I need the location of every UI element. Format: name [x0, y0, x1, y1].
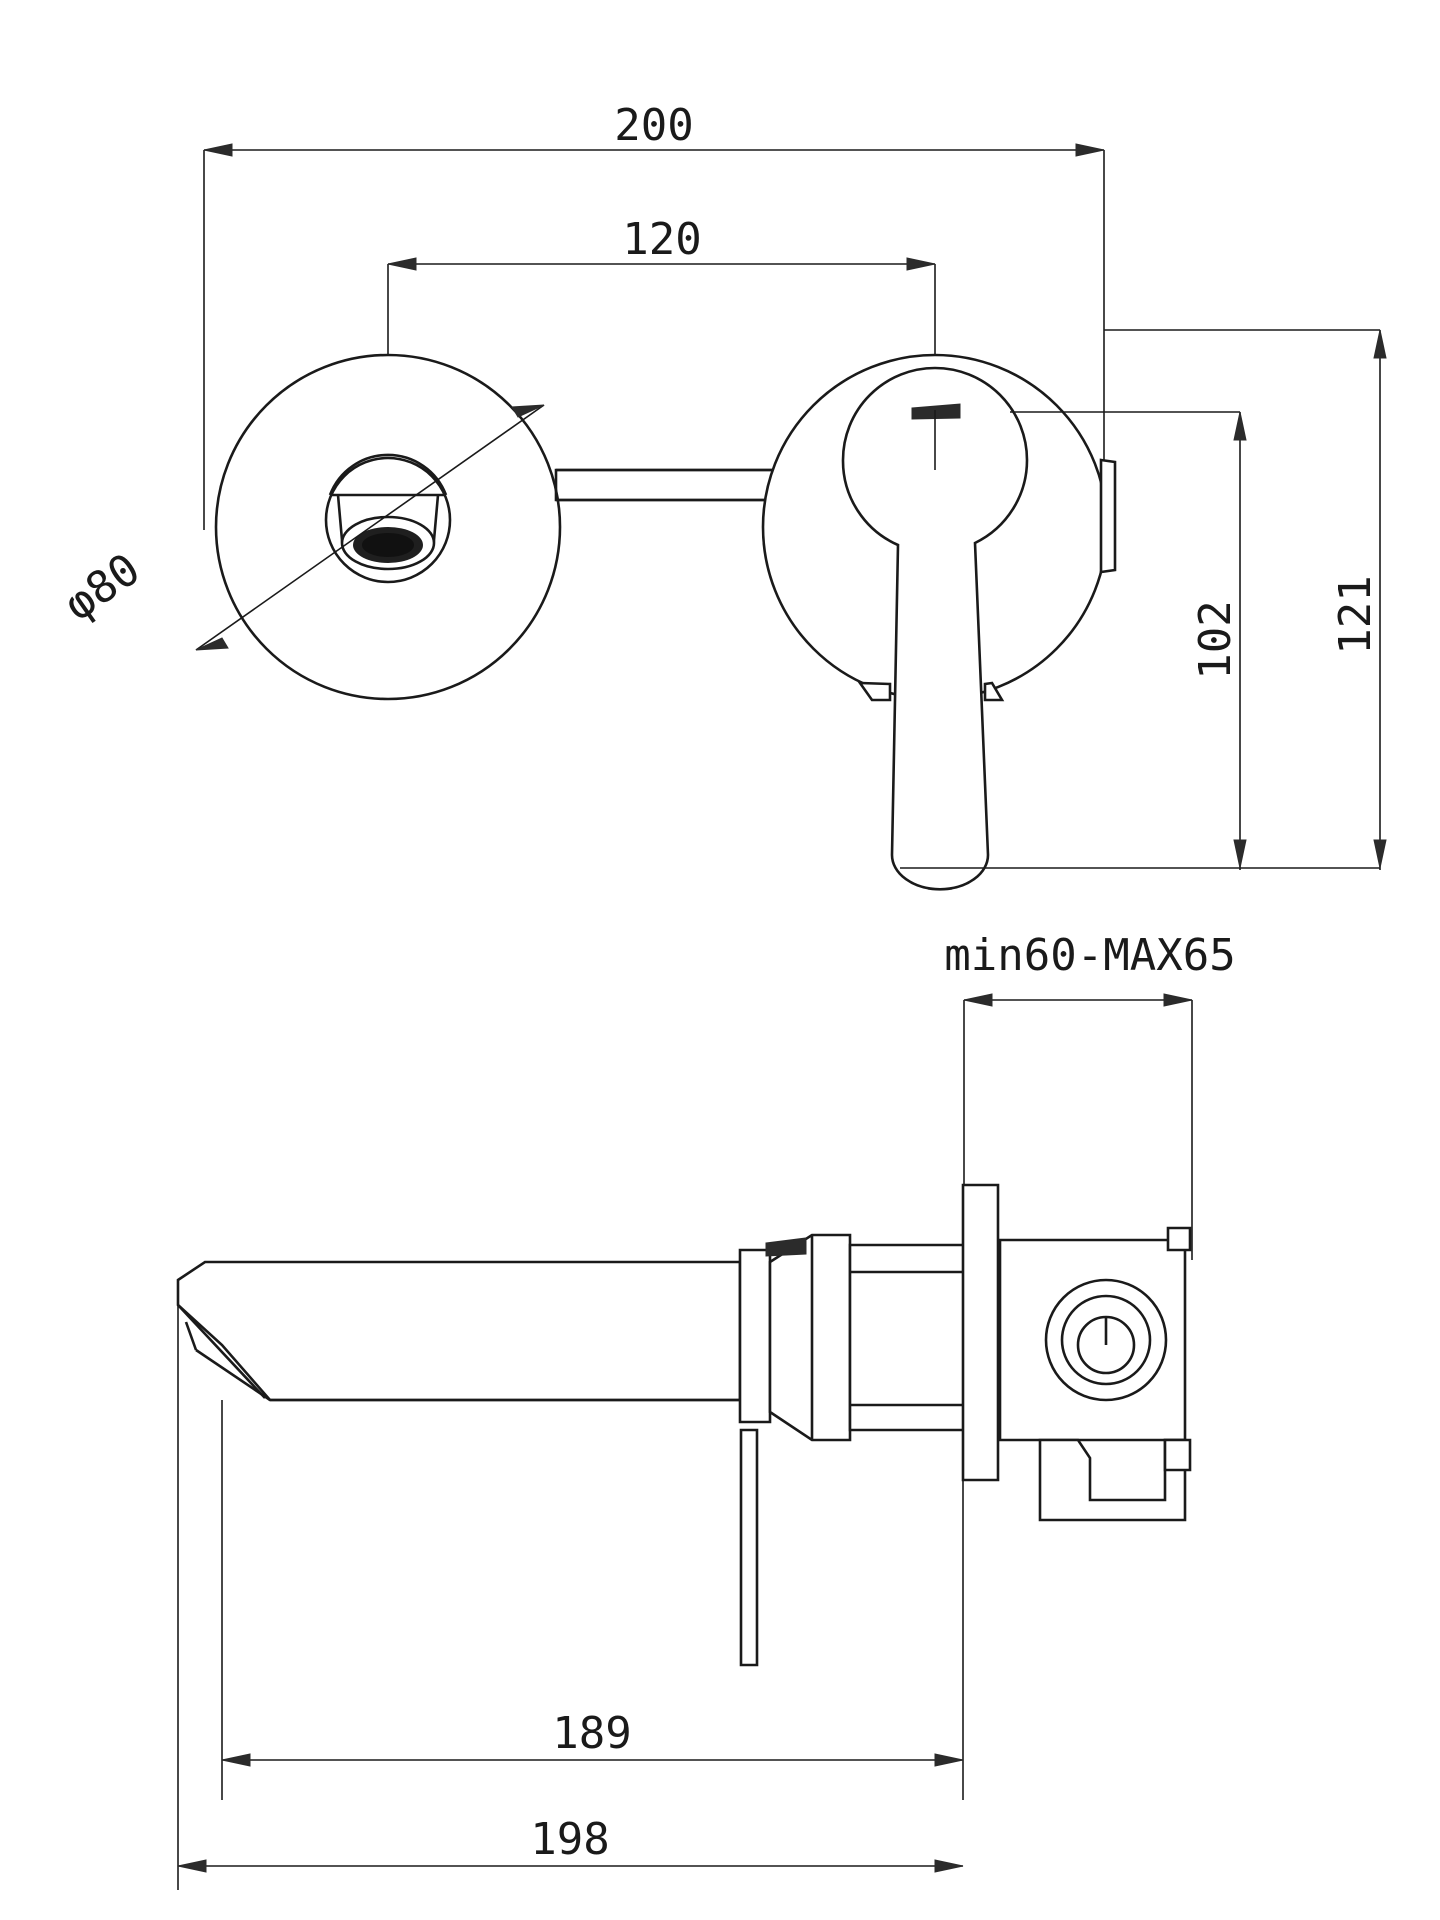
lever-side-profile	[741, 1430, 757, 1665]
dimension-label-121: 121	[1330, 575, 1381, 655]
wall-plate-side	[963, 1185, 998, 1480]
spout-side-profile	[178, 1262, 740, 1400]
valve-body-side	[1000, 1228, 1190, 1520]
side-view	[178, 930, 1236, 1890]
dimension-label-189: 189	[552, 1708, 632, 1759]
dimension-plate-height	[1104, 330, 1386, 870]
spout-escutcheon	[216, 355, 560, 699]
front-connector-body	[556, 470, 800, 500]
dimension-label-wall-thickness: min60-MAX65	[944, 930, 1236, 981]
front-view	[55, 100, 1386, 889]
dimension-label-120: 120	[622, 214, 702, 265]
dimension-label-102: 102	[1190, 600, 1241, 680]
dimension-label-diameter80: φ80	[55, 543, 150, 632]
spout-neck-side	[740, 1235, 985, 1440]
dimension-label-198: 198	[530, 1814, 610, 1865]
dimension-reach-inner	[222, 1400, 963, 1800]
dimension-label-200: 200	[614, 100, 694, 151]
